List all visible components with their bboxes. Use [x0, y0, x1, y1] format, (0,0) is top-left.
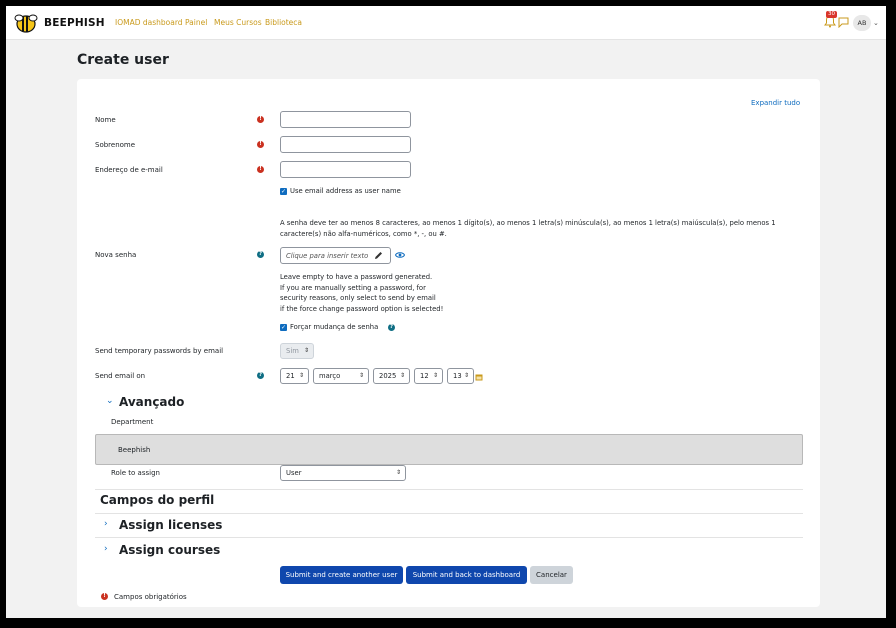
day-select[interactable] — [280, 368, 309, 384]
required-icon: ! — [101, 593, 108, 600]
new-password-label: Nova senha — [95, 251, 137, 259]
expand-all-link[interactable]: Expandir tudo — [751, 99, 801, 107]
nav-link-biblioteca[interactable]: Biblioteca — [265, 18, 303, 27]
select-caret-icon: ⇕ — [395, 469, 401, 476]
page-title: Create user — [77, 52, 169, 68]
cancel-button[interactable]: Cancelar — [530, 566, 573, 584]
user-menu-chevron-down-icon[interactable]: ⌄ — [873, 19, 879, 27]
select-caret-icon: ⇕ — [298, 372, 304, 379]
notification-count-badge: 30 — [828, 11, 835, 17]
year-select[interactable] — [373, 368, 410, 384]
brand-name[interactable]: BEEPHISH — [44, 17, 105, 29]
nav-link-painel[interactable]: Painel — [185, 18, 208, 27]
send-temp-passwords-label: Send temporary passwords by email — [95, 347, 224, 355]
hour-value: 12 — [420, 372, 429, 380]
role-value: User — [286, 469, 302, 477]
bee-logo-icon[interactable] — [13, 12, 39, 34]
password-help-line-3: security reasons, only select to send by email — [280, 294, 436, 302]
password-help-line-2: If you are manually setting a password, for — [280, 284, 426, 292]
password-policy-line-2: caractere(s) não alfa-numéricos, como *, -, ou #. — [280, 230, 447, 238]
select-caret-icon: ⇕ — [358, 372, 364, 379]
calendar-icon[interactable] — [475, 373, 483, 381]
force-password-change-label: Forçar mudança de senha — [290, 323, 379, 331]
select-caret-icon: ⇕ — [399, 372, 405, 379]
use-email-as-username-checkbox[interactable]: ✓ — [280, 188, 287, 195]
profile-fields-section-header[interactable]: Campos do perfil — [100, 493, 215, 507]
submit-back-to-dashboard-button[interactable]: Submit and back to dashboard — [406, 566, 527, 584]
password-help-line-1: Leave empty to have a password generated. — [280, 273, 433, 281]
last-name-input[interactable] — [280, 136, 411, 153]
send-email-on-label: Send email on — [95, 372, 146, 380]
chevron-down-icon[interactable]: ⌄ — [106, 396, 114, 406]
submit-create-another-button[interactable]: Submit and create another user — [280, 566, 403, 584]
divider — [95, 489, 803, 490]
select-caret-icon: ⇕ — [463, 372, 469, 379]
nav-link-meus-cursos[interactable]: Meus Cursos — [214, 18, 262, 27]
minute-value: 13 — [453, 372, 462, 380]
send-temp-passwords-value: Sim — [286, 347, 299, 355]
reveal-password-eye-icon[interactable] — [395, 251, 405, 259]
user-avatar[interactable]: AB — [853, 15, 871, 31]
email-label: Endereço de e-mail — [95, 166, 163, 174]
minute-select[interactable] — [447, 368, 474, 384]
use-email-as-username-label: Use email address as user name — [290, 187, 401, 195]
email-input[interactable] — [280, 161, 411, 178]
new-password-field[interactable] — [280, 247, 391, 264]
month-value: março — [319, 372, 341, 380]
day-value: 21 — [286, 372, 295, 380]
required-fields-note: Campos obrigatórios — [114, 593, 187, 601]
advanced-section-header[interactable]: Avançado — [119, 395, 185, 409]
force-password-change-checkbox[interactable]: ✓ — [280, 324, 287, 331]
pencil-icon[interactable] — [374, 251, 383, 260]
month-select[interactable] — [313, 368, 369, 384]
required-icon: ! — [257, 116, 264, 123]
chevron-right-icon[interactable]: › — [104, 519, 108, 529]
create-user-form — [77, 79, 820, 607]
divider — [95, 537, 803, 538]
first-name-input[interactable] — [280, 111, 411, 128]
select-caret-icon: ⇕ — [303, 347, 309, 354]
help-icon[interactable]: ? — [258, 251, 263, 257]
password-policy-line-1: A senha deve ter ao menos 8 caracteres, ao menos 1 dígito(s), ao menos 1 letra(s) minúscula(s), ao menos 1 letra(s) maiúscula(s), pelo menos 1 — [280, 219, 776, 227]
assign-courses-section-header[interactable]: Assign courses — [119, 543, 221, 557]
department-item-beephish[interactable]: Beephish — [118, 446, 151, 454]
help-icon[interactable]: ? — [258, 372, 263, 378]
department-tree[interactable] — [95, 434, 803, 465]
password-help-line-4: if the force change password option is selected! — [280, 305, 444, 313]
nav-link-iomad-dashboard[interactable]: IOMAD dashboard — [115, 18, 183, 27]
required-icon: ! — [257, 141, 264, 148]
top-navbar — [6, 6, 886, 40]
send-temp-passwords-select — [280, 343, 314, 359]
required-icon: ! — [257, 166, 264, 173]
role-select[interactable] — [280, 465, 406, 481]
new-password-placeholder: Clique para inserir texto — [286, 252, 369, 260]
browser-viewport — [6, 6, 886, 618]
divider — [95, 513, 803, 514]
chevron-right-icon[interactable]: › — [104, 544, 108, 554]
first-name-label: Nome — [95, 116, 116, 124]
role-label: Role to assign — [111, 469, 160, 477]
help-icon[interactable]: ? — [389, 324, 394, 330]
message-drawer-icon[interactable] — [838, 17, 849, 28]
year-value: 2025 — [379, 372, 397, 380]
hour-select[interactable] — [414, 368, 443, 384]
assign-licenses-section-header[interactable]: Assign licenses — [119, 518, 223, 532]
select-caret-icon: ⇕ — [432, 372, 438, 379]
department-label: Department — [111, 418, 154, 426]
last-name-label: Sobrenome — [95, 141, 136, 149]
